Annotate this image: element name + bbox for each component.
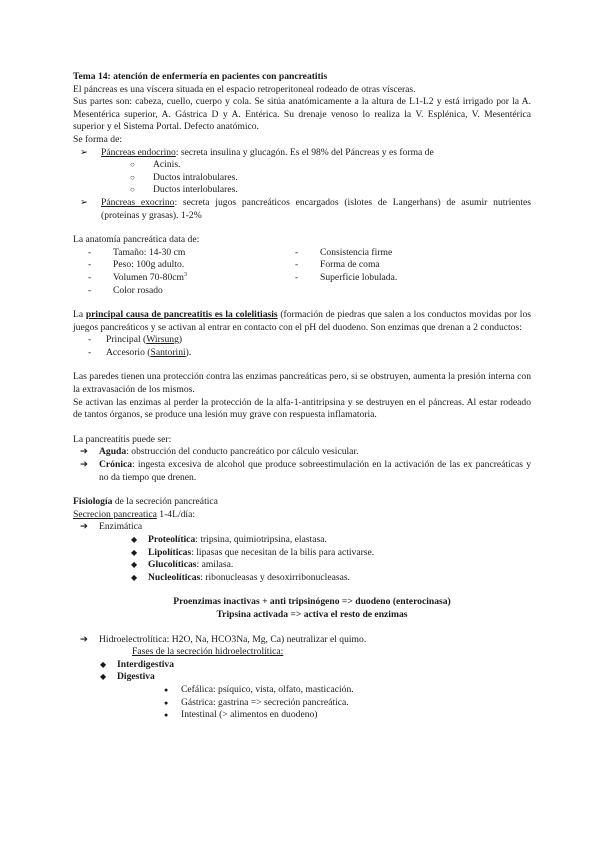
endocrino-text: : secreta insulina y glucagón. Es el 98% del Páncreas y es forma de: [175, 146, 434, 158]
causa-paragraph: La principal causa de pancreatitis es la colelitiasis (formación de piedras que salen a los conductos movidas por los juegos pancreáticos y se activan al entrar en contacto con el pH del duodeno. Son enzimas que drenan a 2 conductos:: [73, 309, 531, 333]
list-item: ◆ Digestiva: [100, 671, 155, 683]
list-item: ◆ Lipolíticas: lipasas que necesitan de la bilis para activarse.: [131, 546, 375, 558]
dash-bullet-icon: -: [88, 259, 92, 271]
arrowhead-bullet-icon: ➢: [80, 146, 89, 158]
list-item: ◆ Interdigestiva: [100, 658, 175, 670]
dash-bullet-icon: -: [88, 284, 92, 296]
anatomia-left-column: [73, 247, 309, 297]
list-item: ○ Ductos interlobulares.: [130, 184, 238, 196]
formula-line-2: Tripsina activada => activa el resto de enzimas: [216, 608, 408, 620]
diamond-bullet-icon: ◆: [131, 572, 138, 582]
endocrino-item: [73, 147, 531, 160]
diamond-bullet-icon: ◆: [131, 560, 138, 570]
anatomia-right-column: [295, 247, 531, 297]
arrow-bullet-icon: ➔: [80, 633, 89, 645]
list-item: - Forma de coma: [295, 259, 380, 271]
fases-heading: Fases de la secreción hidroelectrolítica:: [132, 646, 284, 658]
list-item: ➔ Hidroelectrolítica: H2O, Na, HCO3Na, Mg, Ca) neutralizar el quimo.: [80, 633, 367, 645]
diamond-bullet-icon: ◆: [131, 535, 138, 544]
paredes-paragraph-2: Se activan las enzimas al perder la protección de la alfa-1-antitripsina y se destruyen en el páncreas. Al estar rodeado de tantos órganos, se produce una lesión muy grave con respuesta inflamatoria.: [73, 396, 531, 421]
dot-bullet-icon: ●: [164, 698, 169, 707]
list-item: - Superficie lobulada.: [295, 271, 398, 283]
list-item: ◆ Proteolítica: tripsina, quimiotripsina, elastasa.: [131, 534, 327, 545]
list-item: - Consistencia firme: [295, 246, 393, 258]
document-title: Tema 14: atención de enfermería en pacientes con pancreatitis: [73, 71, 328, 82]
arrow-bullet-icon: ➔: [80, 446, 89, 458]
list-item: - Accesorio (Santorini).: [88, 346, 192, 358]
list-item: ➔ Enzimática: [80, 521, 143, 533]
dash-bullet-icon: -: [295, 246, 299, 258]
fisiologia-heading: Fisiología de la secreción pancreática: [73, 496, 218, 508]
diamond-bullet-icon: ◆: [100, 659, 107, 669]
dot-bullet-icon: ●: [164, 711, 169, 720]
dash-bullet-icon: -: [88, 334, 92, 346]
dash-bullet-icon: -: [88, 346, 92, 358]
list-item: - Peso: 100g adulto.: [88, 259, 185, 271]
exocrino-term: Páncreas exocrino: [101, 196, 175, 208]
arrow-bullet-icon: ➔: [80, 459, 89, 471]
intro-paragraph-1: El páncreas es una víscera situada en el espacio retroperitoneal rodeado de otras vísceras.: [73, 83, 416, 95]
forma-label: Se forma de:: [73, 133, 123, 145]
dash-bullet-icon: -: [88, 246, 92, 258]
arrow-bullet-icon: ➔: [80, 521, 89, 533]
list-item: - Tamaño: 14-30 cm: [88, 246, 186, 258]
endocrino-term: Páncreas endocrino: [101, 146, 176, 158]
document-page: [73, 71, 531, 722]
diamond-bullet-icon: ◆: [131, 547, 138, 557]
list-item: ➔ Aguda: obstrucción del conducto pancreático por cálculo vesicular.: [80, 446, 359, 458]
list-item: ◆ Nucleolíticas: ribonucleasas y desoxirribonucleasas.: [131, 571, 350, 583]
dot-bullet-icon: ●: [164, 685, 169, 694]
arrowhead-bullet-icon: ➢: [80, 196, 89, 208]
circle-bullet-icon: ○: [130, 172, 135, 182]
dash-bullet-icon: -: [295, 271, 299, 283]
secrecion-heading: Secrecion pancreatica 1-4L/día:: [73, 508, 195, 520]
list-item: ➔ Crónica: ingesta excesiva de alcohol que produce sobreestimulación en la activación de las ex pancreáticas y no da tiempo que drenen.: [80, 459, 531, 483]
circle-bullet-icon: ○: [130, 185, 135, 195]
exocrino-item: [73, 197, 531, 222]
list-item: ○ Acinis.: [130, 159, 181, 171]
anatomia-label: La anatomía pancreática data de:: [73, 234, 200, 246]
list-item: ◆ Glucolíticas: amilasa.: [131, 559, 234, 571]
list-item: - Volumen $70-80cm^3$: [88, 271, 187, 283]
list-item: ○ Ductos intralobulares.: [130, 171, 238, 183]
exocrino-text: : secreta jugos pancreáticos encargados (islotes de Langerhans) de asumir nutrientes (proteínas y grasas). 1-2%: [101, 196, 531, 221]
formula-line-1: Proenzimas inactivas + anti tripsinógeno => duodeno (enterocinasa): [173, 596, 451, 608]
circle-bullet-icon: ○: [130, 160, 135, 170]
list-item: ● Gástrica: gastrina => secreción pancreática.: [164, 696, 349, 708]
anatomia-columns: [73, 247, 531, 297]
diamond-bullet-icon: ◆: [100, 672, 107, 682]
list-item: - Color rosado: [88, 284, 163, 296]
dash-bullet-icon: -: [295, 259, 299, 271]
intro-paragraph-2: Sus partes son: cabeza, cuello, cuerpo y cola. Se sitúa anatómicamente a la altura de L1-L2 y está irrigado por la A. Mesentérica superior, A. Gástrica D y A. Entérica. Su drenaje venoso lo realiza la V. Esplénica, V. Mesentérica superior y el Sistema Portal. Defecto anatómico.: [73, 96, 531, 133]
list-item: ● Cefálica: psíquico, vista, olfato, masticación.: [164, 683, 354, 695]
paredes-paragraph-1: Las paredes tienen una protección contra las enzimas pancreáticas pero, si se obstruyen, aumenta la presión interna con la extravasación de los mismos.: [73, 371, 531, 396]
dash-bullet-icon: -: [88, 271, 92, 283]
list-item: ● Intestinal (> alimentos en duodeno): [164, 709, 318, 721]
puede-ser-label: La pancreatitis puede ser:: [73, 433, 172, 445]
list-item: - Principal (Wirsung): [88, 334, 183, 346]
